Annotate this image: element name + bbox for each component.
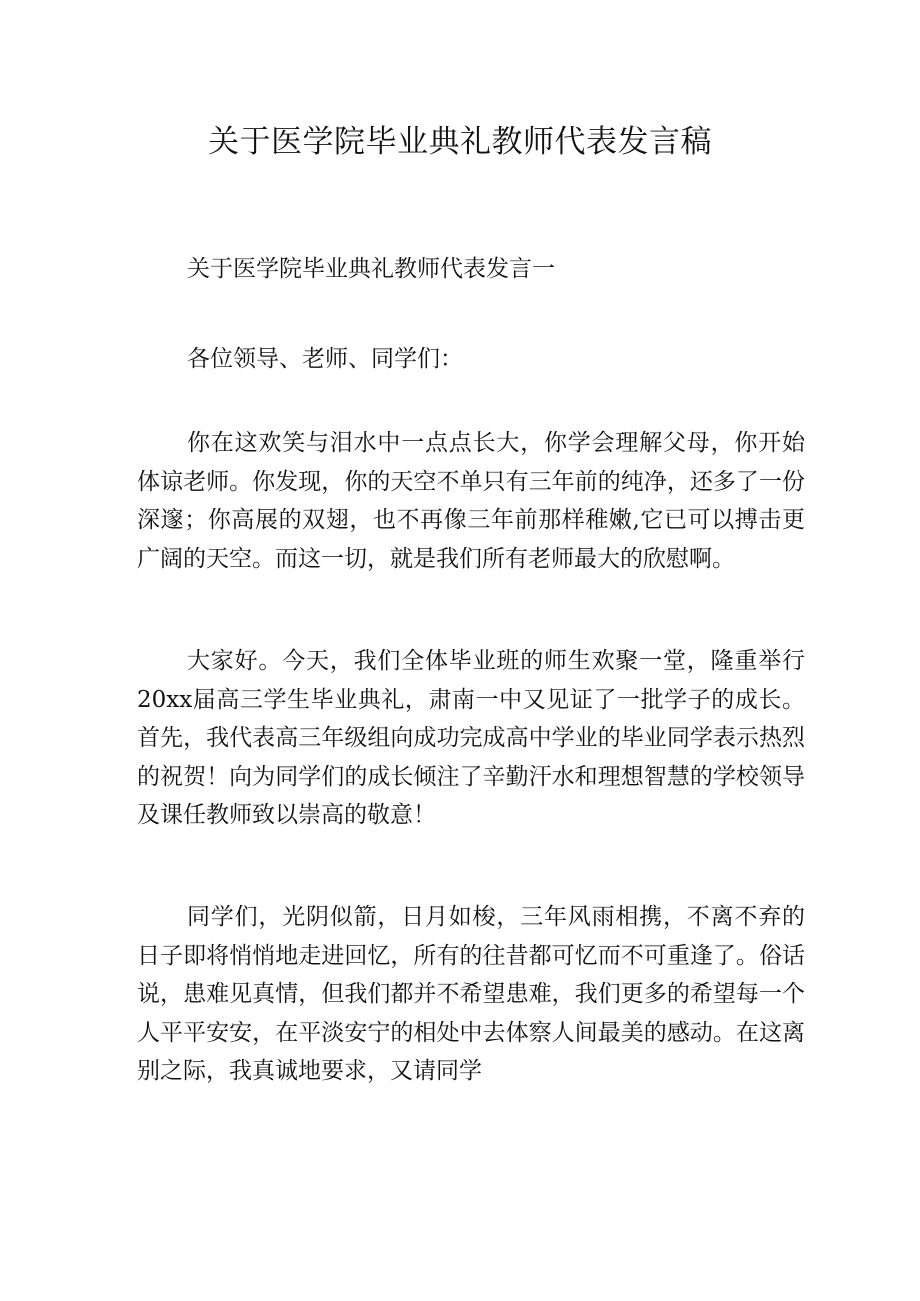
greeting-line: 各位领导、老师、同学们： [187, 346, 463, 372]
speech-subtitle: 关于医学院毕业典礼教师代表发言一 [187, 256, 555, 282]
body-paragraph: 你在这欢笑与泪水中一点点长大，你学会理解父母，你开始体谅老师。你发现，你的天空不单只有三年前的纯净，还多了一份深邃；你高展的双翅，也不再像三年前那样稚嫩,它已可以搏击更广阔的天空。而这一切，就是我们所有老师最大的欣慰啊。 [137, 430, 805, 572]
document-title: 关于医学院毕业典礼教师代表发言稿 [208, 124, 712, 160]
body-paragraph: 同学们，光阴似箭，日月如梭，三年风雨相携，不离不弃的日子即将悄悄地走进回忆，所有的往昔都可忆而不可重逢了。俗话说，患难见真情，但我们都并不希望患难，我们更多的希望每一个人平平安安，在平淡安宁的相处中去体察人间最美的感动。在这离别之际，我真诚地要求，又请同学 [137, 904, 805, 1084]
body-paragraph: 大家好。今天，我们全体毕业班的师生欢聚一堂，隆重举行20xx届高三学生毕业典礼，肃南一中又见证了一批学子的成长。首先，我代表高三年级组向成功完成高中学业的毕业同学表示热烈的祝贺！向为同学们的成长倾注了辛勤汗水和理想智慧的学校领导及课任教师致以崇高的敬意！ [137, 648, 805, 828]
